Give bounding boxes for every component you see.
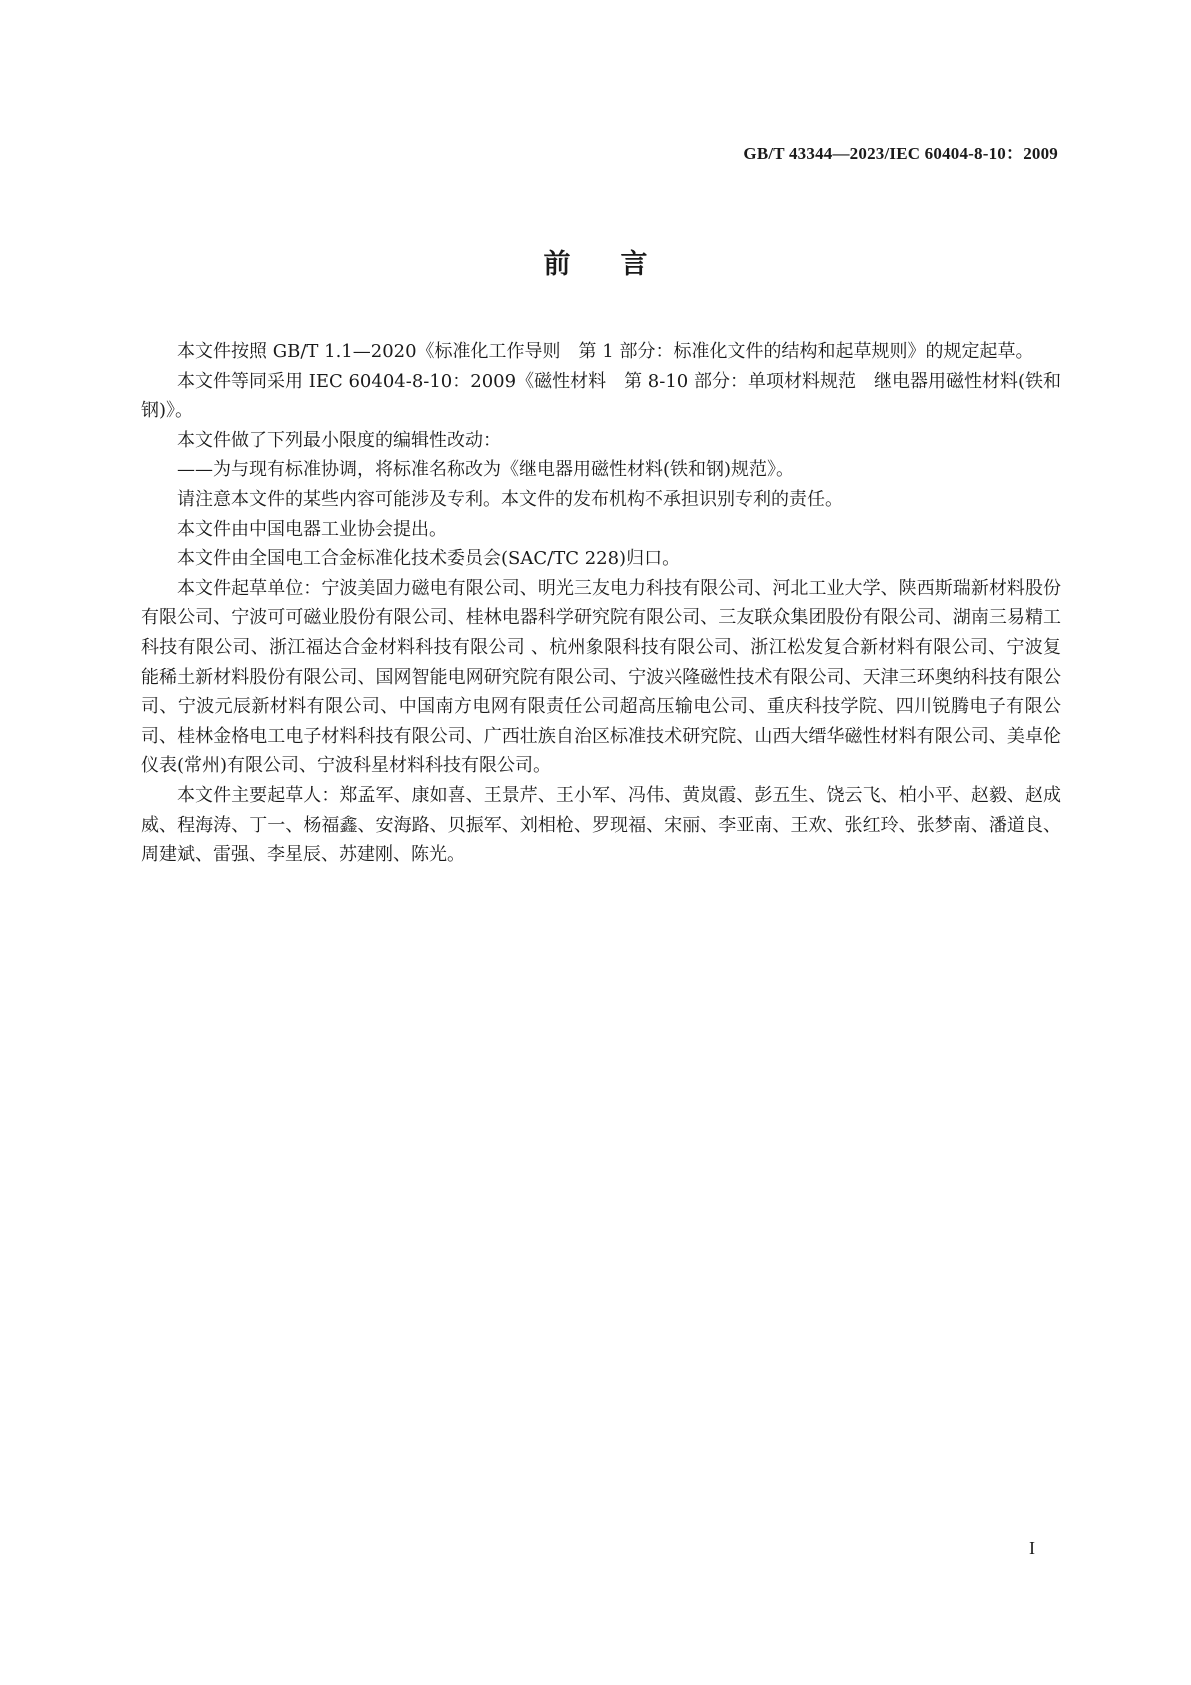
paragraph-drafting-units: 本文件起草单位：宁波美固力磁电有限公司、明光三友电力科技有限公司、河北工业大学、陕西斯瑞新材料股份有限公司、宁波可可磁业股份有限公司、桂林电器科学研究院有限公司、三友联众集团股份有限公司、湖南三易精工科技有限公司、浙江福达合金材料科技有限公司 、杭州象限科技有限公司、浙江松发复合新材料有限公司、宁波复能稀土新材料股份有限公司、国网智能电网研究院有限公司、宁波兴隆磁性技术有限公司、天津三环奥纳科技有限公司、宁波元辰新材料有限公司、中国南方电网有限责任公司超高压输电公司、重庆科技学院、四川锐腾电子有限公司、桂林金格电工电子材料科技有限公司、广西壮族自治区标准技术研究院、山西大缙华磁性材料有限公司、美卓伦仪表(常州)有限公司、宁波科星材料科技有限公司。 [141,577,1061,777]
page-title: 前言 [543,249,698,280]
paragraph-under-jurisdiction: 本文件由全国电工合金标准化技术委员会(SAC/TC 228)归口。 [177,548,681,570]
paragraph-proposed-by: 本文件由中国电器工业协会提出。 [177,518,447,540]
standard-number: GB/T 43344—2023/IEC 60404-8-10：2009 [743,144,1058,163]
paragraph-editorial-changes: 本文件做了下列最小限度的编辑性改动： [177,429,501,451]
page-number: I [1029,1538,1035,1558]
paragraph-drafting-rules: 本文件按照 GB/T 1.1—2020《标准化工作导则 第 1 部分：标准化文件的结构和起草规则》的规定起草。 [177,341,1034,362]
paragraph-patent-notice: 请注意本文件的某些内容可能涉及专利。本文件的发布机构不承担识别专利的责任。 [177,488,843,510]
foreword-body [141,337,1061,870]
paragraph-adoption: 本文件等同采用 IEC 60404-8-10：2009《磁性材料 第 8-10 部分：单项材料规范 继电器用磁性材料(铁和钢)》。 [141,370,1061,422]
paragraph-drafters: 本文件主要起草人：郑孟军、康如喜、王景芹、王小军、冯伟、黄岚霞、彭五生、饶云飞、柏小平、赵毅、赵成威、程海涛、丁一、杨福鑫、安海路、贝振军、刘相枪、罗现福、宋丽、李亚南、王欢、张红玲、张梦南、潘道良、周建斌、雷强、李星辰、苏建刚、陈光。 [141,784,1061,866]
paragraph-change-item: ——为与现有标准协调，将标准名称改为《继电器用磁性材料(铁和钢)规范》。 [177,459,795,481]
